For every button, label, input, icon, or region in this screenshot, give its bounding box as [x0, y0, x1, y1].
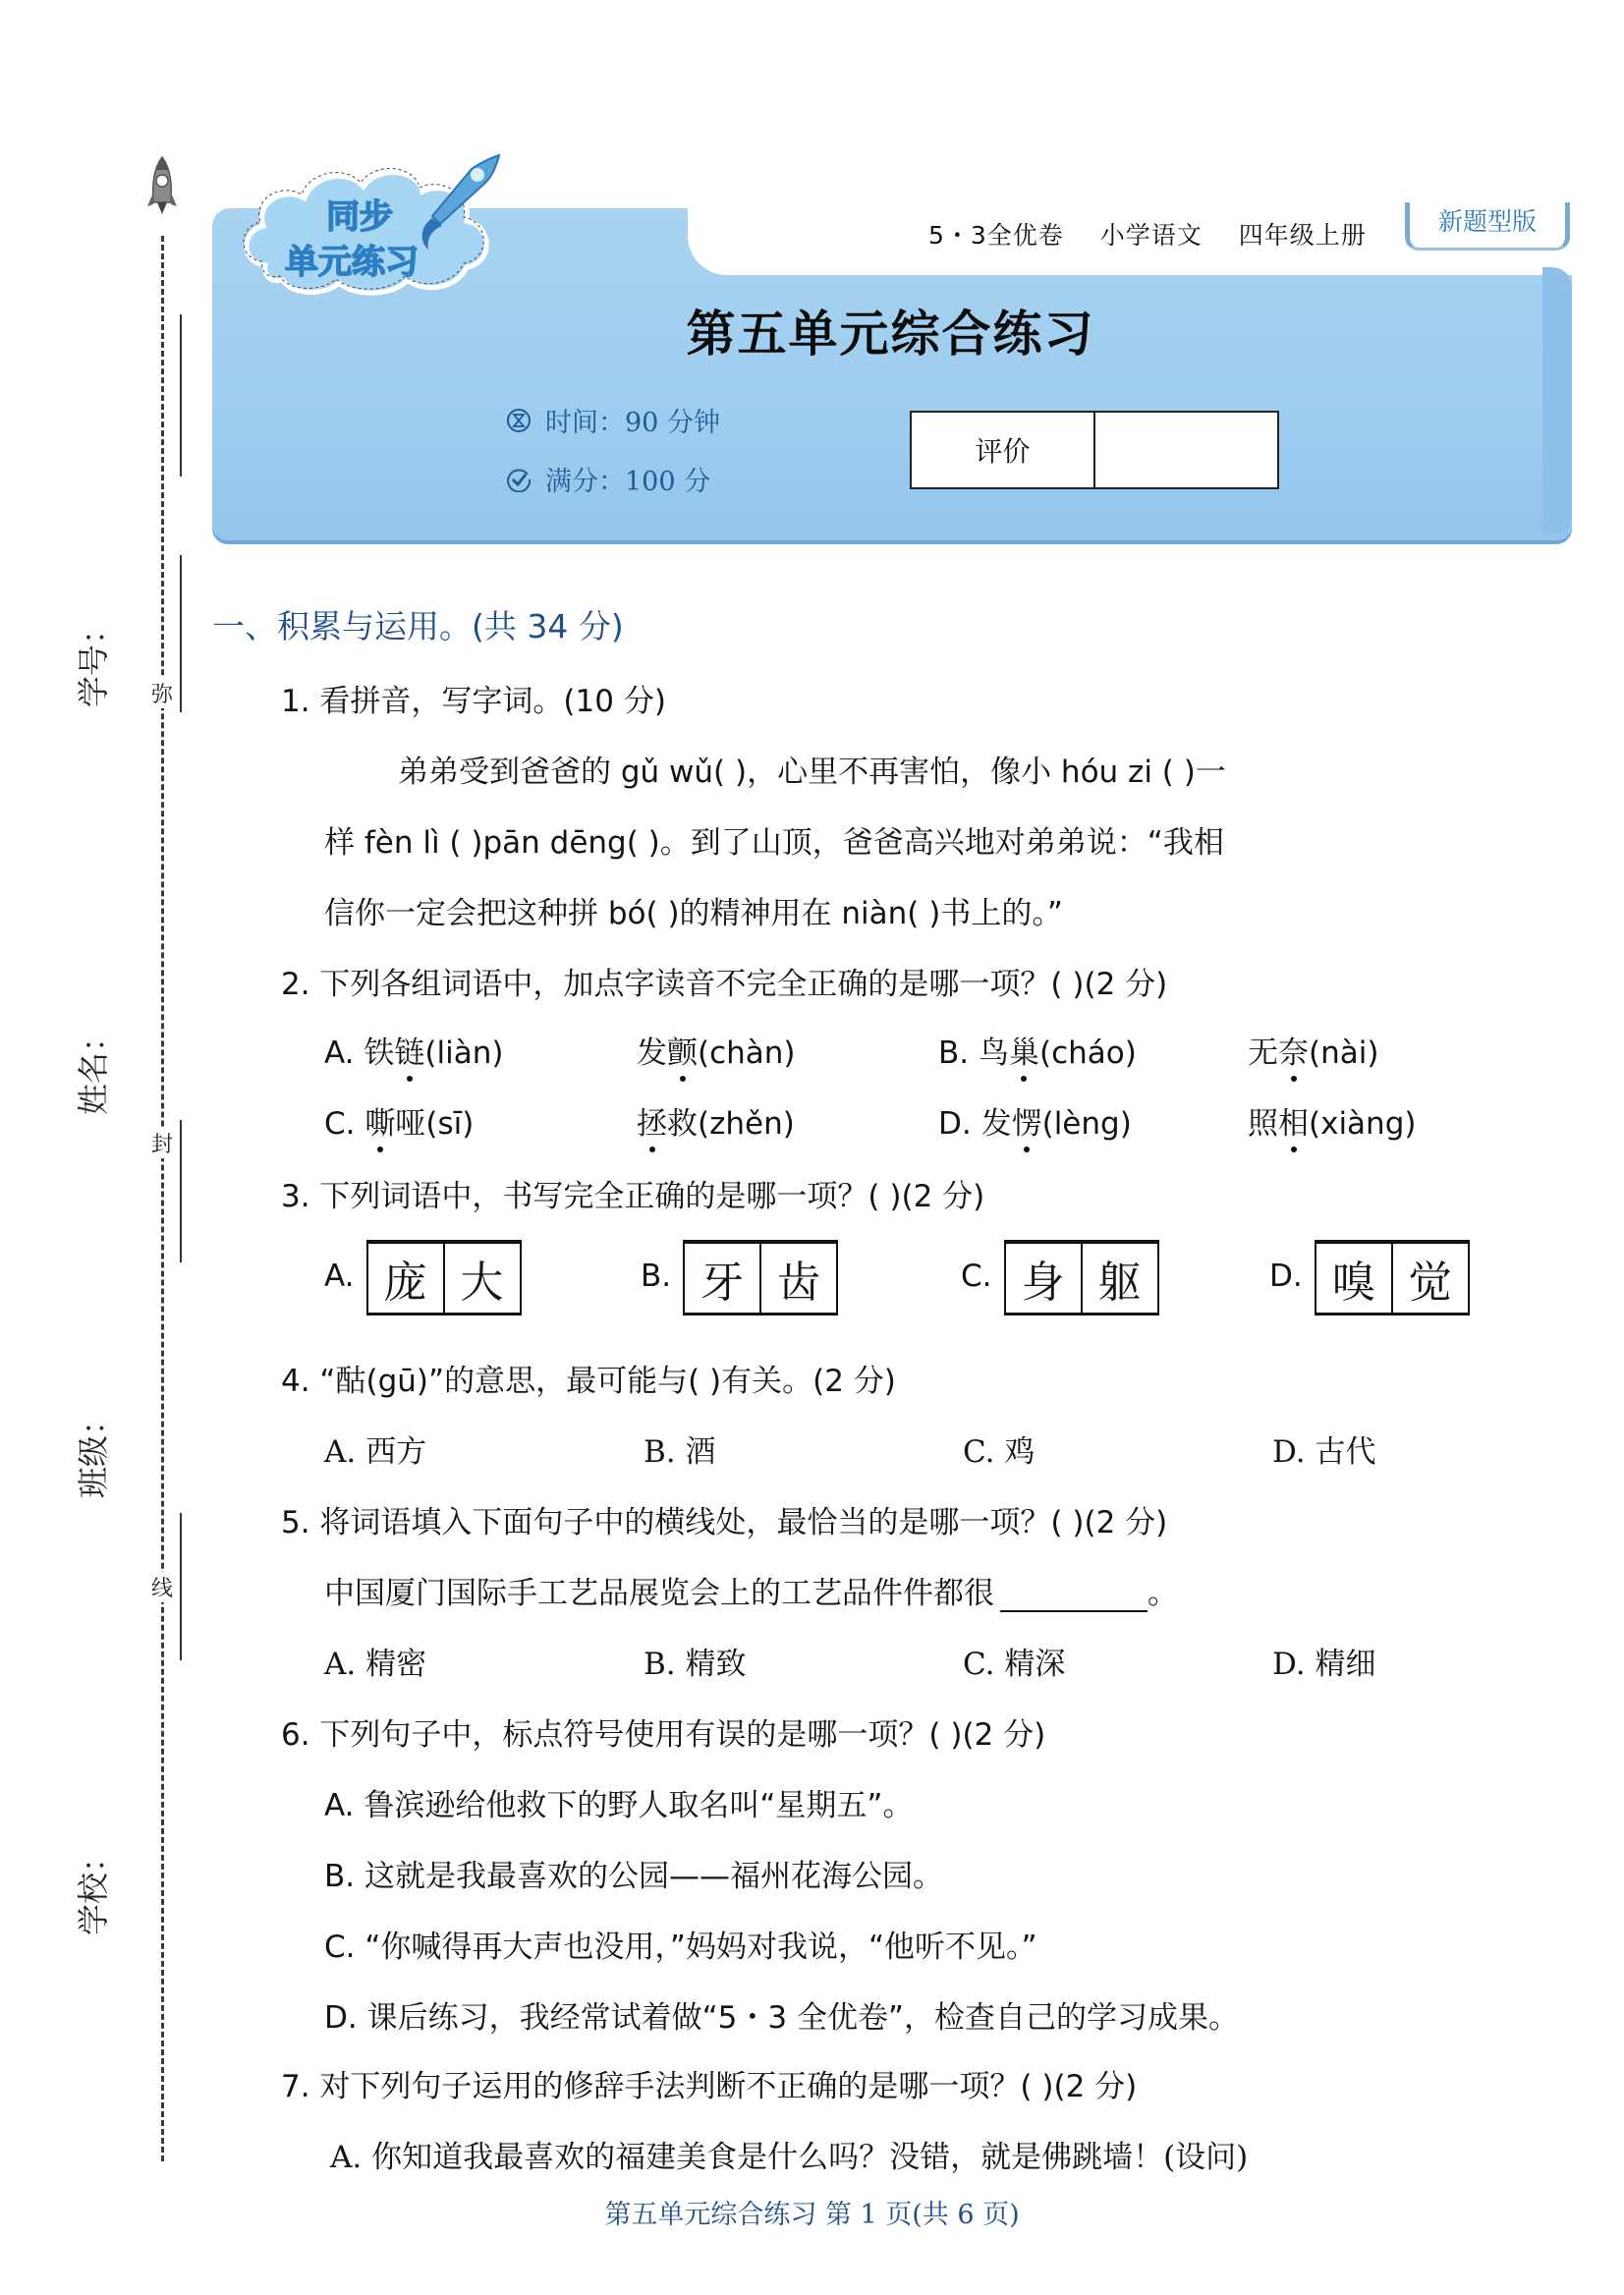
q1-line-1: 弟弟受到爸爸的 gǔ wǔ( )，心里不再害怕，像小 hóu zi ( )一 [398, 755, 1226, 790]
q2-option-a[interactable]: A. 铁链(liàn) [324, 1028, 503, 1072]
q2-option-d[interactable]: D. 发愣(lèng) [938, 1098, 1132, 1143]
cloud-line-2: 单元练习 [285, 243, 419, 282]
q4-option-c[interactable]: C. 鸡 [963, 1434, 1036, 1470]
score-info [506, 460, 710, 498]
fill-blank[interactable] [1000, 1581, 1148, 1612]
grade-name: 四年级上册 [1238, 221, 1367, 250]
student-name-label: 姓名： [75, 1020, 112, 1115]
q5-stem: 5. 将词语填入下面句子中的横线处，最恰当的是哪一项？( )(2 分) [281, 1505, 1168, 1540]
hourglass-icon [506, 408, 532, 433]
q5-sentence: 中国厦门国际手工艺品展览会上的工艺品件件都很 。 [324, 1576, 1178, 1611]
q3-option-d[interactable]: D. 嗅 觉 [1269, 1240, 1470, 1315]
section-heading: 一、积累与运用。(共 34 分) [212, 607, 624, 645]
q6-option-a[interactable]: A. 鲁滨逊给他救下的野人取名叫“星期五”。 [324, 1788, 914, 1823]
subject-name: 小学语文 [1099, 221, 1203, 250]
school-label: 学校： [75, 1840, 112, 1935]
cut-label-mi: 弥 [147, 678, 177, 708]
q6-option-b[interactable]: B. 这就是我最喜欢的公园——福州花海公园。 [324, 1859, 943, 1894]
q4-stem: 4. “酤(gū)”的意思，最可能与( )有关。(2 分) [281, 1364, 896, 1399]
q3-stem: 3. 下列词语中，书写完全正确的是哪一项？( )(2 分) [281, 1179, 985, 1214]
q4-option-d[interactable]: D. 古代 [1272, 1434, 1376, 1470]
cut-label-xian: 线 [147, 1572, 177, 1602]
tian-ge-box: 身 躯 [1004, 1240, 1159, 1315]
tian-ge-box: 庞 大 [366, 1240, 522, 1315]
q5-option-a[interactable]: A. 精密 [324, 1647, 427, 1682]
score-label: 满分：100 分 [545, 467, 711, 497]
page-title: 第五单元综合练习 [686, 306, 1095, 363]
time-label: 时间：90 分钟 [545, 408, 720, 438]
time-info [506, 401, 720, 439]
evaluation-input[interactable] [1093, 413, 1277, 487]
student-name-line[interactable] [180, 555, 182, 712]
q5-option-b[interactable]: B. 精致 [644, 1647, 747, 1682]
page-footer: 第五单元综合练习 第 1 页(共 6 页) [604, 2200, 1020, 2230]
q3-option-b[interactable]: B. 牙 齿 [641, 1240, 838, 1315]
q2-stem: 2. 下列各组词语中，加点字读音不完全正确的是哪一项？( )(2 分) [281, 967, 1168, 1002]
q5-option-d[interactable]: D. 精细 [1272, 1647, 1376, 1682]
cut-label-feng: 封 [147, 1128, 177, 1158]
cloud-line-1: 同步 [326, 197, 393, 237]
evaluation-label: 评价 [975, 435, 1031, 468]
q2-option-d-word2: 照相(xiàng) [1248, 1098, 1416, 1143]
q4-option-a[interactable]: A. 西方 [324, 1434, 427, 1470]
q7-stem: 7. 对下列句子运用的修辞手法判断不正确的是哪一项？( )(2 分) [281, 2069, 1138, 2104]
edition-badge: 新题型版 [1405, 202, 1570, 251]
series-name: 5・3全优卷 [928, 221, 1064, 250]
q1-line-2: 样 fèn lì ( )pān dēng( )。到了山顶，爸爸高兴地对弟弟说：“我相 [324, 825, 1224, 861]
check-circle-icon [506, 467, 532, 492]
q6-option-d[interactable]: D. 课后练习，我经常试着做“5・3 全优卷”，检查自己的学习成果。 [324, 2000, 1239, 2036]
q1-line-3: 信你一定会把这种拼 bó( )的精神用在 niàn( )书上的。” [324, 896, 1063, 931]
series-info [928, 216, 1394, 252]
tian-ge-box: 嗅 觉 [1315, 1240, 1470, 1315]
cut-line [161, 236, 164, 2161]
student-id-label: 学号： [75, 612, 112, 707]
school-line[interactable] [180, 1513, 182, 1660]
sync-unit-cloud-badge [236, 147, 521, 300]
q2-option-b[interactable]: B. 鸟巢(cháo) [938, 1028, 1137, 1072]
q2-option-b-word2: 无奈(nài) [1248, 1028, 1378, 1072]
tian-ge-box: 牙 齿 [683, 1240, 838, 1315]
q6-option-c[interactable]: C. “你喊得再大声也没用，”妈妈对我说，“他听不见。” [324, 1930, 1037, 1965]
q2-option-c[interactable]: C. 嘶哑(sī) [324, 1098, 474, 1143]
q1-stem: 1. 看拼音，写字词。(10 分) [281, 684, 666, 719]
q2-option-a-word2: 发颤(chàn) [637, 1028, 796, 1072]
class-label: 班级： [75, 1403, 112, 1498]
class-line[interactable] [180, 1120, 182, 1262]
q7-option-a[interactable]: A. 你知道我最喜欢的福建美食是什么吗？没错，就是佛跳墙！(设问) [330, 2140, 1249, 2175]
evaluation-box [910, 411, 1279, 489]
q4-option-b[interactable]: B. 酒 [644, 1434, 716, 1470]
q2-option-c-word2: 拯救(zhěn) [637, 1098, 795, 1143]
q5-option-c[interactable]: C. 精深 [963, 1647, 1066, 1682]
rocket-icon [145, 155, 179, 234]
q3-option-a[interactable]: A. 庞 大 [324, 1240, 522, 1315]
q6-stem: 6. 下列句子中，标点符号使用有误的是哪一项？( )(2 分) [281, 1717, 1046, 1753]
q3-option-c[interactable]: C. 身 躯 [961, 1240, 1159, 1315]
